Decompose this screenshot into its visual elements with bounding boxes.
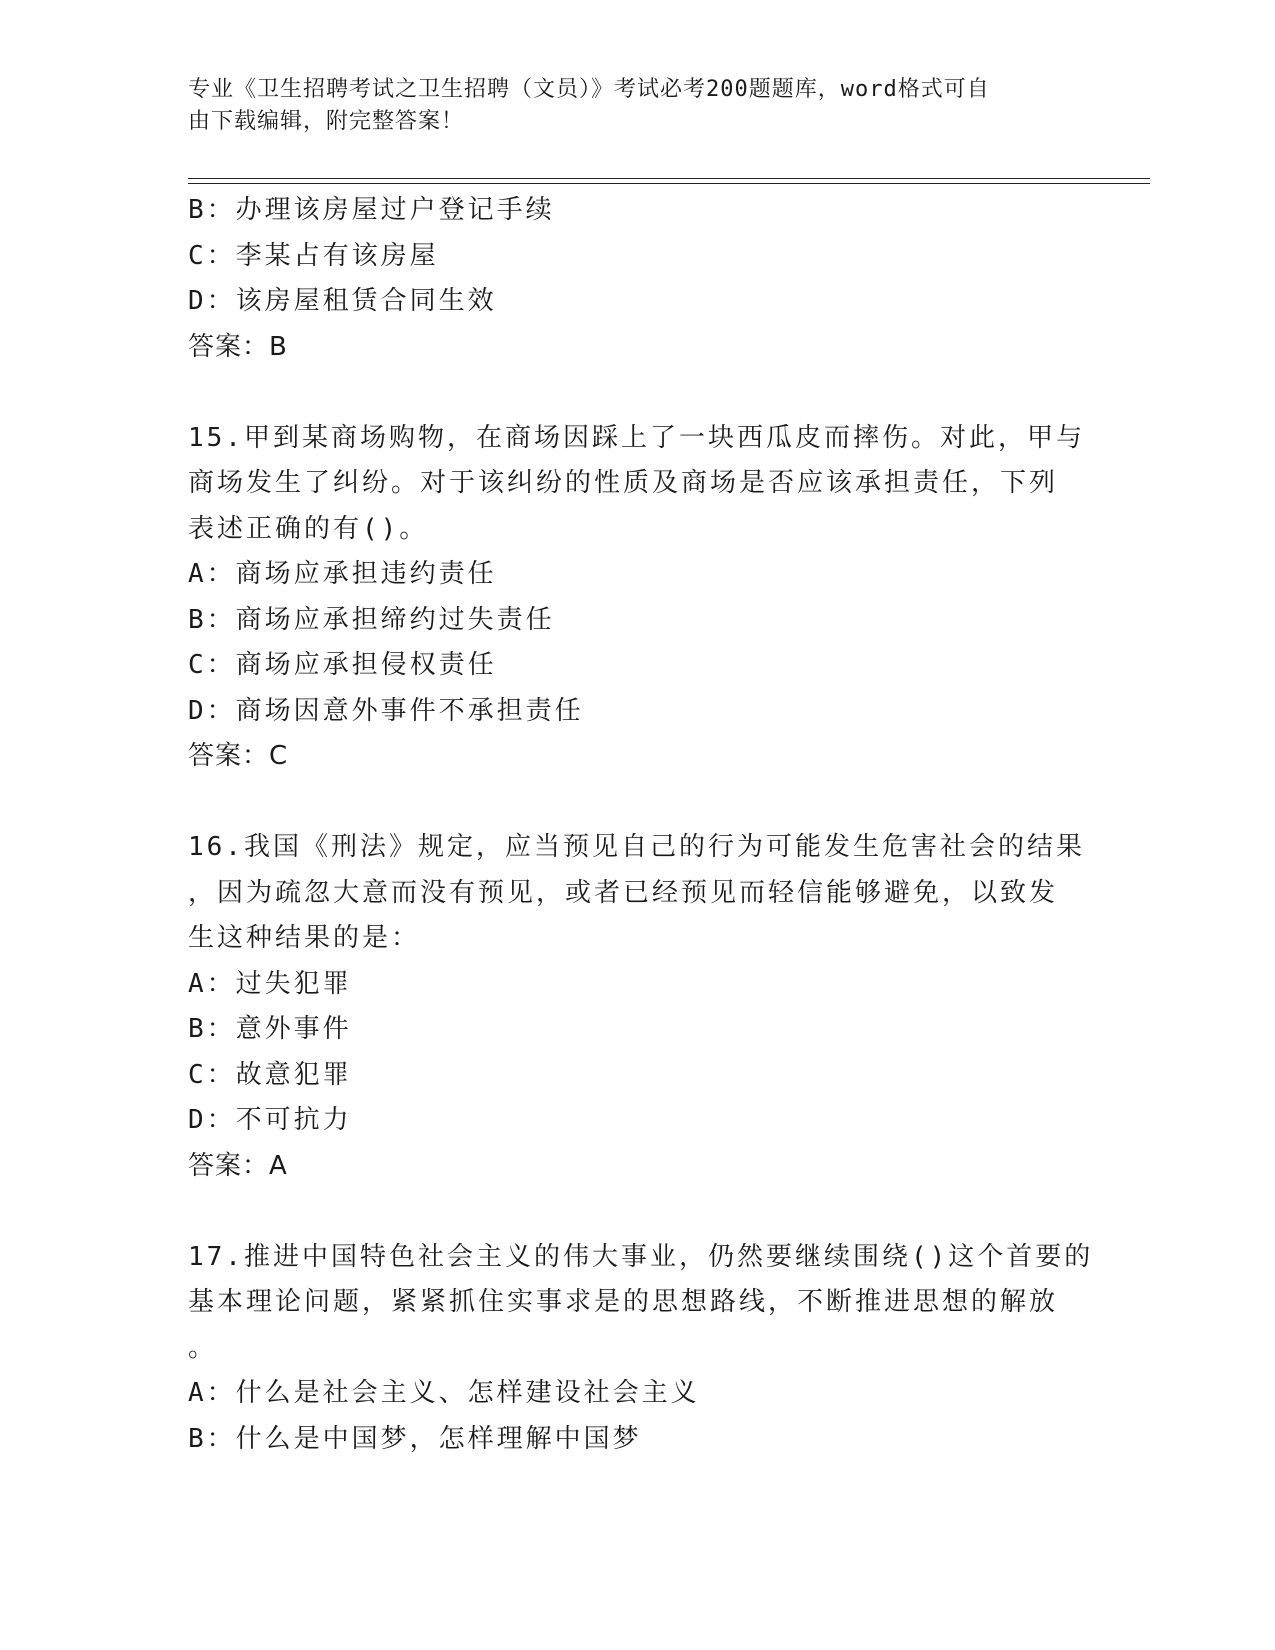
option-d: D：不可抗力 [188, 1105, 352, 1135]
question-15 [188, 416, 1085, 780]
answer-line: 答案：A [188, 1150, 288, 1181]
header-line-1: 专业《卫生招聘考试之卫生招聘（文员）》考试必考200题题库，word格式可自 [188, 77, 990, 102]
question-text-line: 15.甲到某商场购物，在商场因踩上了一块西瓜皮而摔伤。对此，甲与 [188, 422, 1085, 453]
option-a: A：什么是社会主义、怎样建设社会主义 [188, 1378, 700, 1408]
spacer [188, 1189, 1068, 1235]
header-line-2: 由下载编辑，附完整答案！ [188, 109, 465, 134]
answer-line: 答案：B [188, 331, 288, 362]
option-a: A：过失犯罪 [188, 968, 352, 999]
question-17 [188, 1235, 1094, 1463]
header-rule-top [188, 178, 1150, 179]
question-text [188, 1235, 1094, 1372]
question-text-line: 基本理论问题，紧紧抓住实事求是的思想路线，不断推进思想的解放 [188, 1287, 1059, 1317]
question-text-line: 生这种结果的是： [188, 923, 421, 953]
question-text-line: 表述正确的有()。 [188, 513, 429, 544]
option-b: B：意外事件 [188, 1014, 352, 1044]
question-text-line: ，因为疏忽大意而没有预见，或者已经预见而轻信能够避免，以致发 [188, 877, 1059, 908]
option-d: D：该房屋租赁合同生效 [188, 286, 497, 316]
option-b: B：商场应承担缔约过失责任 [188, 604, 555, 635]
question-text [188, 825, 1085, 962]
option-c: C：故意犯罪 [188, 1059, 352, 1090]
answer-line: 答案：C [188, 741, 289, 771]
option-c: C：商场应承担侵权责任 [188, 650, 497, 680]
question-16 [188, 825, 1085, 1189]
spacer [188, 370, 1068, 416]
question-text-line: 。 [188, 1332, 218, 1363]
header-rule-bottom [188, 183, 1150, 184]
option-b: B：办理该房屋过户登记手续 [188, 195, 555, 225]
question-list [188, 188, 1094, 1462]
option-b: B：什么是中国梦，怎样理解中国梦 [188, 1423, 642, 1454]
spacer [188, 780, 1068, 826]
option-c: C：李某占有该房屋 [188, 240, 439, 271]
question-text-line: 商场发生了纠纷。对于该纠纷的性质及商场是否应该承担责任，下列 [188, 468, 1059, 498]
question-14 [188, 188, 1068, 370]
option-a: A：商场应承担违约责任 [188, 559, 497, 589]
question-text-line: 16.我国《刑法》规定，应当预见自己的行为可能发生危害社会的结果 [188, 832, 1085, 862]
question-text-line: 17.推进中国特色社会主义的伟大事业，仍然要继续围绕()这个首要的 [188, 1241, 1094, 1272]
question-text [188, 416, 1085, 553]
document-header [188, 74, 1068, 138]
option-d: D：商场因意外事件不承担责任 [188, 695, 584, 726]
